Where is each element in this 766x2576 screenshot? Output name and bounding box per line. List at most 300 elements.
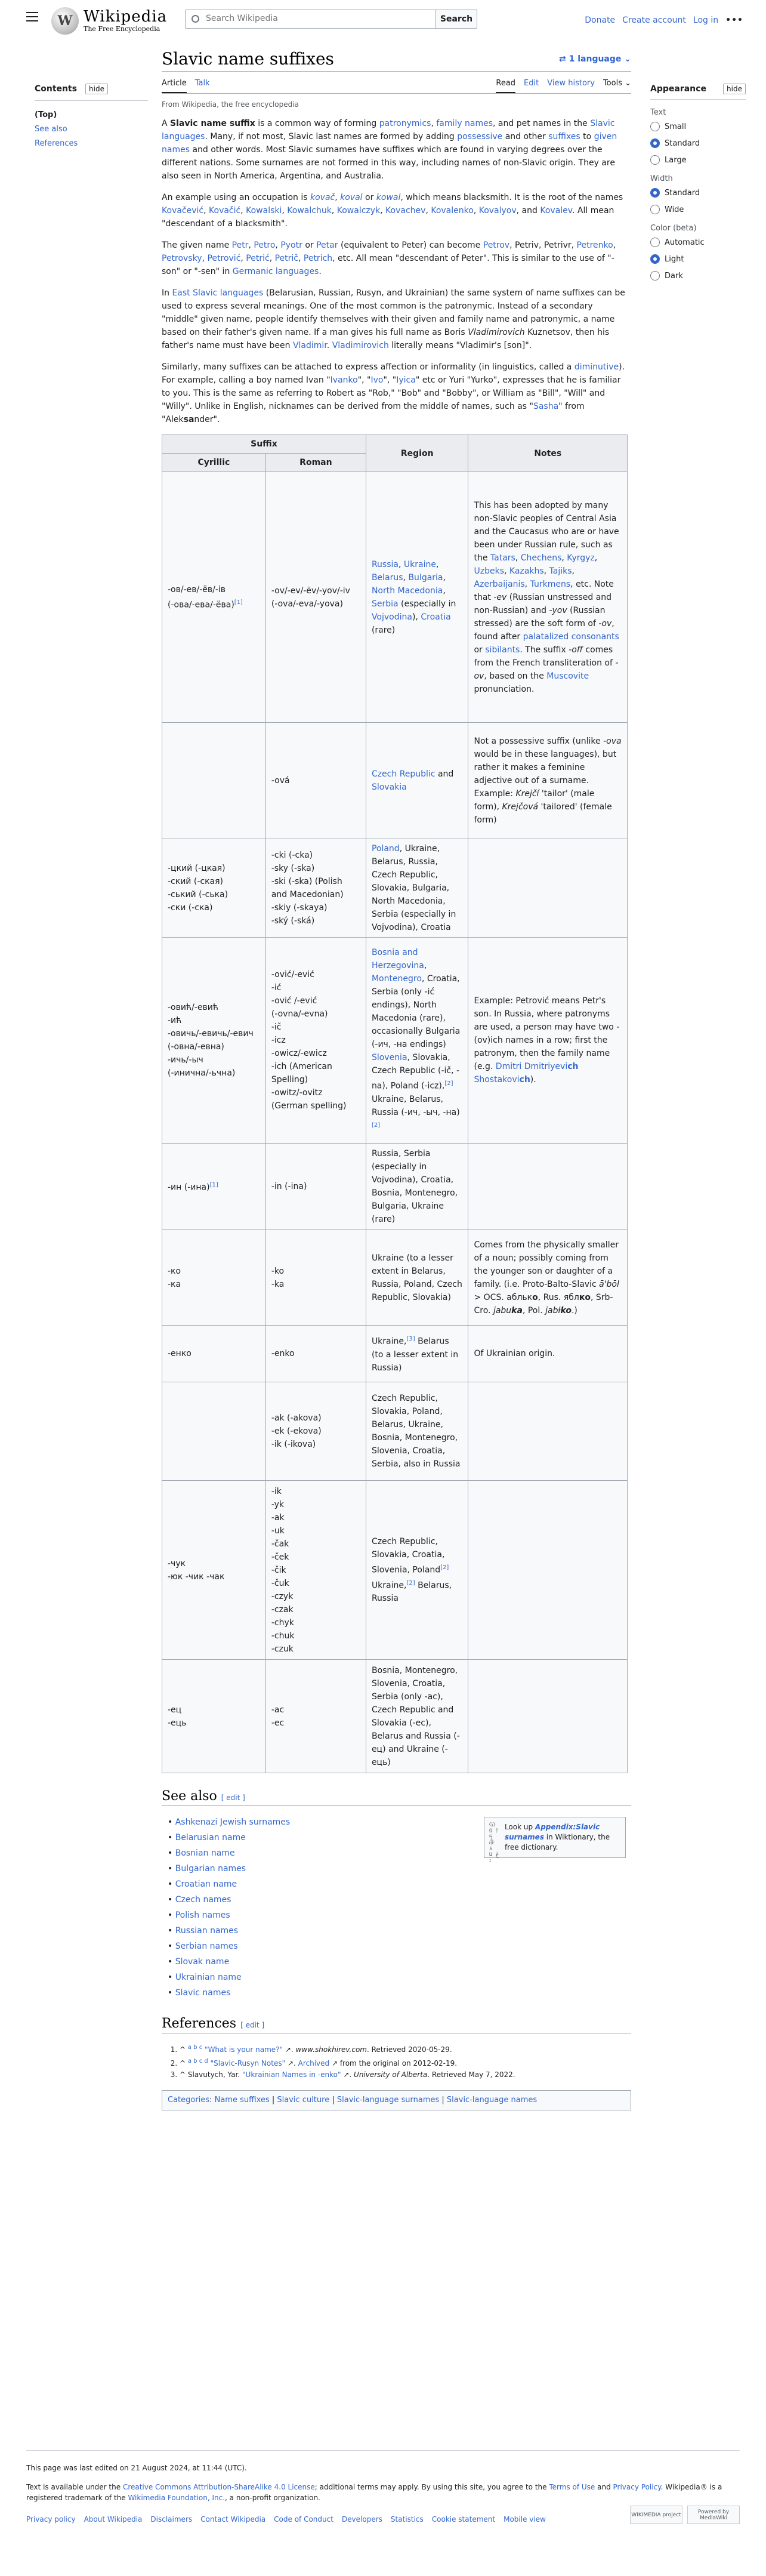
text-run: sa <box>183 415 194 424</box>
table-row <box>162 472 628 723</box>
footer-link[interactable]: Mobile view <box>504 2515 546 2523</box>
category-link[interactable]: Slavic-language surnames <box>336 2096 440 2104</box>
radio-button-icon[interactable] <box>650 205 660 214</box>
text-run: , Slovakia, Czech Republic (-ič, -na), Poland (-icz), <box>371 1053 460 1091</box>
table-of-contents <box>35 84 148 153</box>
text-run: , <box>269 254 275 263</box>
search-box[interactable] <box>185 10 450 29</box>
inline-link[interactable]: Tatars <box>490 553 515 563</box>
text-run: Of Ukrainian origin. <box>474 1349 555 1358</box>
table-row <box>162 1481 628 1660</box>
text-run: , etc. All mean "descendant of Peter". This is similar to the use of "-son" or "-sen" in <box>162 254 614 276</box>
inline-link[interactable]: ch <box>519 1075 530 1084</box>
text-run: , <box>331 206 337 215</box>
wikipedia-logo-icon[interactable]: W <box>51 7 79 35</box>
inline-link[interactable]: Slavic languages <box>162 119 615 141</box>
inline-link[interactable]: Kovačević <box>162 206 204 215</box>
text-run: " etc or Yuri "Yurko", expresses that he is familiar to you. This is the same as referring to Robert as "Rob," "Bob" and "Bobby", or William as "Bill", "Will" and "Willy". Unlike in English, nicknames can be derived from the middle of names, such as " <box>162 375 621 411</box>
radio-option[interactable] <box>650 155 746 165</box>
inline-link[interactable]: Terms of Use <box>549 2483 595 2491</box>
text-run: > OCS. <box>474 1292 507 1302</box>
inline-link[interactable]: Petrenko <box>576 241 613 250</box>
reference-item <box>180 2042 631 2056</box>
text-run: Vladimirovich <box>468 328 525 337</box>
separator: | <box>329 2096 337 2104</box>
inline-link[interactable]: Pyotr <box>280 241 302 250</box>
more-options-icon[interactable]: ••• <box>725 16 743 25</box>
see-also-link[interactable]: Russian names <box>175 1926 239 1936</box>
text-run: University of Alberta <box>354 2070 428 2079</box>
mediawiki-badge[interactable]: Powered by MediaWiki <box>687 2506 740 2524</box>
text-run: 'tailored' (female form) <box>474 802 612 825</box>
inline-link[interactable]: Chechens <box>520 553 562 563</box>
inline-link[interactable]: a b c <box>187 2044 203 2051</box>
category-link[interactable]: Name suffixes <box>214 2096 270 2104</box>
text-run: or <box>474 645 486 655</box>
license-text <box>26 2482 740 2503</box>
see-also-item[interactable] <box>168 1861 631 1876</box>
radio-button-icon[interactable] <box>650 138 660 148</box>
wiktionary-link[interactable]: Appendix:Slavic surnames <box>504 1823 600 1841</box>
language-count: 1 language <box>569 54 622 64</box>
suffix-table <box>162 435 628 1773</box>
see-also-link[interactable]: Ukrainian name <box>175 1973 242 1982</box>
text-run: , <box>403 572 409 583</box>
cyrillic-cell <box>162 938 266 1144</box>
inline-link[interactable]: Poland <box>371 844 400 853</box>
text-run: , a non-profit organization. <box>225 2494 320 2502</box>
text-run: , <box>613 241 616 250</box>
inline-link[interactable]: Vojvodina <box>371 612 412 622</box>
text-run: Belarus (to a lesser extent in Russia) <box>371 1336 459 1373</box>
text-run: ). <box>530 1075 536 1084</box>
cyrillic-cell <box>162 1660 266 1773</box>
text-run: -ov <box>474 658 619 681</box>
inline-link[interactable]: Croatia <box>421 612 451 622</box>
text-run: . <box>319 267 322 276</box>
login-link[interactable]: Log in <box>693 16 719 25</box>
text-run: , <box>380 206 386 215</box>
inline-link[interactable]: sibilants <box>485 645 520 655</box>
text-run: , Rus. <box>538 1292 564 1302</box>
inline-link[interactable]: Germanic languages <box>232 267 319 276</box>
cyrillic-cell <box>162 839 266 938</box>
inline-link[interactable]: Sasha <box>533 402 559 411</box>
text-run: , <box>504 566 509 576</box>
inline-link[interactable]: Iyica <box>396 375 416 385</box>
radio-label: Standard <box>665 138 700 148</box>
toc-hide-button[interactable]: hide <box>85 84 108 94</box>
footer-link[interactable]: Contact Wikipedia <box>200 2515 266 2523</box>
inline-link[interactable]: "Ukrainian Names in -enko" <box>242 2070 341 2079</box>
see-also-item[interactable] <box>168 1985 631 2001</box>
inline-link[interactable]: Petrov <box>483 241 510 250</box>
text-run: ka <box>511 1305 523 1315</box>
inline-link[interactable]: Serbia <box>371 599 399 609</box>
appearance-title: Appearance <box>650 84 706 94</box>
main-menu-icon[interactable] <box>26 12 38 21</box>
footer-link[interactable]: Disclaimers <box>150 2515 193 2523</box>
search-button[interactable]: Search <box>435 10 477 29</box>
separator: | <box>269 2096 277 2104</box>
text-run: ā'bōl <box>599 1279 619 1289</box>
given-name-paragraph <box>162 239 631 278</box>
inline-link[interactable]: Kovachev <box>385 206 426 215</box>
text-run: ↗. <box>283 2045 296 2054</box>
text-run: ; additional terms may apply. By using this site, you agree to the <box>314 2483 549 2491</box>
inline-link[interactable]: Kowalczyk <box>336 206 381 215</box>
text-run: -ко -ка <box>168 1266 181 1289</box>
inline-link[interactable]: Slovakia <box>371 782 407 792</box>
inline-link[interactable]: Czech Republic <box>371 769 435 779</box>
text-run: or <box>302 241 317 250</box>
see-also-heading <box>162 1789 631 1806</box>
text-run: -ko -ka <box>271 1266 285 1289</box>
user-links <box>585 16 743 25</box>
text-run: Slavic name suffix <box>170 119 255 128</box>
region-header: Region <box>366 435 468 472</box>
wordmark[interactable] <box>84 8 167 33</box>
roman-cell <box>265 1230 366 1326</box>
see-also-link[interactable]: Bosnian name <box>175 1848 235 1858</box>
text-run: Comes from the physically smaller of a noun; possibly coming from the younger son or daughter of a family. (i.e. Proto-Balto-Slavic <box>474 1240 619 1289</box>
cyrillic-cell <box>162 472 266 723</box>
text-run: and other words. Most Slavic surnames have suffixes which are found in varying degrees over the different nations. Some surnames are not formed in this way, including names of non-Slavic origin. They are also seen in North America, Argentina, and Australia. <box>162 145 615 181</box>
radio-button-icon[interactable] <box>650 122 660 131</box>
see-also-link[interactable]: Serbian names <box>175 1942 238 1951</box>
see-also-item[interactable] <box>168 1970 631 1985</box>
inline-link[interactable]: "What is your name?" <box>205 2045 283 2054</box>
inline-link[interactable]: Russia <box>371 559 399 569</box>
notes-cell <box>468 1481 628 1660</box>
inline-link[interactable]: Slovenia <box>371 1053 407 1063</box>
language-button[interactable]: ⇄ 1 language ⌄ <box>559 54 631 64</box>
inline-link[interactable]: koval <box>340 193 363 202</box>
inline-link[interactable]: Shostakovi <box>474 1075 520 1084</box>
text-run: jabł <box>545 1305 561 1315</box>
inline-link[interactable]: Ivo <box>370 375 384 385</box>
wiktionary-text: Look up <box>504 1823 535 1831</box>
radio-button-icon[interactable] <box>650 238 660 247</box>
inline-link[interactable]: family names <box>436 119 493 128</box>
inline-link[interactable]: diminutive <box>574 362 619 372</box>
citation-marker: [1] <box>234 599 243 606</box>
inline-link[interactable]: Tajiks <box>549 566 572 576</box>
roman-cell <box>265 1326 366 1382</box>
radio-option[interactable] <box>650 122 746 131</box>
roman-cell <box>265 1144 366 1230</box>
text-run: , Petriv, Petrivr, <box>509 241 577 250</box>
inline-link[interactable]: Kovalenko <box>431 206 474 215</box>
inline-link[interactable]: a b c d <box>187 2058 208 2065</box>
search-input[interactable] <box>206 14 409 23</box>
inline-link[interactable]: Bulgaria <box>408 572 443 583</box>
text-run: -ova <box>603 737 622 746</box>
inline-link[interactable]: Kovačić <box>209 206 241 215</box>
inline-link[interactable]: Wikimedia Foundation, Inc. <box>128 2494 226 2502</box>
text-run: , and pet names in the <box>493 119 591 128</box>
see-also-item[interactable] <box>168 1954 631 1970</box>
see-also-link[interactable]: Polish names <box>175 1911 230 1920</box>
see-also-edit-link[interactable]: [ edit ] <box>221 1794 245 1802</box>
inline-link[interactable]: palatalized consonants <box>523 631 619 642</box>
text-run: Ukraine, Belarus, Russia (-ич, -ыч, -на) <box>371 1095 460 1117</box>
roman-cell <box>265 472 366 723</box>
radio-label: Dark <box>665 271 683 281</box>
radio-option[interactable] <box>650 271 746 281</box>
see-also-title: See also <box>162 1789 217 1804</box>
inline-link[interactable]: ch <box>567 1062 579 1071</box>
appearance-panel <box>650 84 746 290</box>
inline-link[interactable]: Bosnia and Herzegovina <box>371 948 424 971</box>
text-run: -енко <box>168 1349 192 1358</box>
inline-link[interactable]: Kovalyov <box>478 206 517 215</box>
footer-link[interactable]: About Wikipedia <box>84 2515 143 2523</box>
inline-link[interactable]: Kowalchuk <box>287 206 332 215</box>
roman-cell <box>265 938 366 1144</box>
inline-link[interactable]: Ukraine <box>403 559 436 569</box>
categories-label[interactable]: Categories <box>168 2096 210 2104</box>
see-also-link[interactable]: Croatian name <box>175 1879 237 1889</box>
radio-option[interactable] <box>650 254 746 264</box>
inline-link[interactable]: suffixes <box>548 132 580 141</box>
see-also-link[interactable]: Belarusian name <box>175 1833 246 1842</box>
inline-link[interactable]: Kovalev <box>540 206 572 215</box>
text-size-options <box>650 122 746 165</box>
text-run: , <box>435 559 439 569</box>
inline-link[interactable]: Montenegro <box>371 974 422 984</box>
text-run: -овић/-евић -ић -овичь/-евичь/-евич (-овна/-евна) -ичь/-ыч (-инична/-ьчна) <box>168 1003 254 1078</box>
inline-link[interactable]: Vladimir <box>292 341 327 350</box>
inline-link[interactable]: possessive <box>457 132 503 141</box>
footer-link[interactable]: Privacy policy <box>26 2515 76 2523</box>
inline-link[interactable]: patronymics <box>379 119 431 128</box>
inline-link[interactable]: Petr <box>231 241 249 250</box>
inline-link[interactable]: Dmitri Dmitriyevi <box>495 1062 568 1071</box>
notes-cell <box>468 472 628 723</box>
notes-cell <box>468 1230 628 1326</box>
see-also-link[interactable]: Slovak name <box>175 1957 230 1967</box>
text-run: The given name <box>162 241 232 250</box>
text-run: nder". <box>194 415 220 424</box>
text-run: to <box>580 132 594 141</box>
radio-label: Light <box>665 254 684 264</box>
wikimedia-badge[interactable]: WIKIMEDIA project <box>630 2506 682 2524</box>
notes-cell <box>468 839 628 938</box>
wiktionary-logo-icon: Ѡ Ω ᚹ ཧ ⳧ ⅄ Ա ڠ ג <box>489 1822 499 1864</box>
text-run: , <box>335 193 341 202</box>
inline-link[interactable]: Muscovite <box>546 671 589 681</box>
text-run: , etc. Note that <box>474 579 614 602</box>
citation-marker: [2] <box>371 1122 381 1129</box>
tab-edit[interactable]: Edit <box>524 79 539 88</box>
donate-link[interactable]: Donate <box>585 16 616 25</box>
toc-item-top[interactable]: (Top) <box>35 110 57 119</box>
see-also-link[interactable]: Bulgarian names <box>175 1864 246 1874</box>
roman-cell <box>265 839 366 938</box>
inline-link[interactable]: Creative Commons Attribution-ShareAlike 4.0 License <box>122 2483 315 2491</box>
last-edited: This page was last edited on 21 August 2024, at 11:44 (UTC). <box>26 2464 247 2472</box>
region-cell <box>366 1382 468 1481</box>
see-also-item[interactable] <box>168 1939 631 1954</box>
text-run: " from "Alek <box>162 402 585 424</box>
category-link[interactable]: Slavic-language names <box>446 2096 538 2104</box>
inline-link[interactable]: Petrič <box>274 254 298 263</box>
text-run: and other <box>502 132 549 141</box>
references-title: References <box>162 2016 237 2031</box>
cyrillic-cell <box>162 1230 266 1326</box>
toc-item-see-also[interactable]: See also <box>35 125 67 134</box>
text-run: . Retrieved May 7, 2022. <box>427 2070 515 2079</box>
inline-link[interactable]: East Slavic languages <box>172 288 264 298</box>
text-run: Text is available under the <box>26 2483 123 2491</box>
text-run: -cki (-cka) -sky (-ska) -ski (-ska) (Polish and Macedonian) -skiy (-skaya) -ský (-ská) <box>271 851 344 926</box>
inline-link[interactable]: kovač <box>310 193 335 202</box>
footer-link[interactable]: Developers <box>341 2515 382 2523</box>
inline-link[interactable]: "Slavic-Rusyn Notes" <box>210 2059 286 2067</box>
appearance-hide-button[interactable]: hide <box>723 84 746 94</box>
inline-link[interactable]: Kowalski <box>246 206 282 215</box>
suffix-header: Suffix <box>162 435 366 454</box>
text-run: www.shokhirev.com <box>295 2045 367 2054</box>
category-link[interactable]: Slavic culture <box>277 2096 330 2104</box>
notes-cell <box>468 1382 628 1481</box>
radio-label: Standard <box>665 188 700 198</box>
region-cell <box>366 1481 468 1660</box>
inline-link[interactable]: Vladimirovich <box>332 341 389 350</box>
inline-link[interactable]: Petrović <box>207 254 241 263</box>
tab-talk[interactable]: Talk <box>194 79 210 88</box>
inline-link[interactable]: Ivanko <box>330 375 358 385</box>
text-run: 'tailor' (male form), <box>474 789 595 812</box>
color-label: Color (beta) <box>650 224 697 233</box>
tab-article[interactable]: Article <box>162 79 187 93</box>
text-run: -ović/-ević -ić -ović /-ević (-ovna/-evna) -ič -icz -owicz/-ewicz -ich (American Spelling) -owitz/-ovitz (German spelling) <box>271 970 347 1111</box>
see-also-item[interactable] <box>168 1908 631 1923</box>
inline-link[interactable]: Privacy Policy <box>613 2483 661 2491</box>
inline-link[interactable]: Petrovsky <box>162 254 202 263</box>
text-run: . All mean "descendant of a blacksmith". <box>162 206 614 229</box>
inline-link[interactable]: Uzbeks <box>474 566 504 576</box>
text-run: , Ukraine, Belarus, Russia, Czech Republic, Slovakia, Bulgaria, North Macedonia, Serbia (especially in Vojvodina), Croatia <box>371 844 456 932</box>
notes-cell <box>468 1660 628 1773</box>
see-also-link[interactable]: Slavic names <box>175 1988 231 1998</box>
region-cell <box>366 938 468 1144</box>
roman-cell <box>265 1481 366 1660</box>
site-subtitle: From Wikipedia, the free encyclopedia <box>162 100 299 109</box>
see-also-item[interactable] <box>168 1892 631 1908</box>
text-run: . <box>326 341 332 350</box>
inline-link[interactable]: Petro <box>254 241 276 250</box>
radio-option[interactable] <box>650 138 746 148</box>
inline-link[interactable]: North Macedonia <box>371 586 443 596</box>
text-run: ↗. <box>285 2059 298 2067</box>
text-run: -ová <box>271 776 290 785</box>
text-run: (Belarusian, Russian, Rusyn, and Ukrainian) the same system of name suffixes can be used to express several meanings. One of the most common is the patronymic. Instead of a secondary "middle" given name, people identify themselves with their given and family name and patronymic, a name based on their father's given name. If a man gives his full name as Boris <box>162 288 625 337</box>
toc-title: Contents <box>35 84 78 94</box>
search-icon <box>192 15 199 23</box>
tab-read[interactable]: Read <box>496 79 515 93</box>
inline-link[interactable]: Belarus <box>371 572 403 583</box>
radio-button-icon[interactable] <box>650 155 660 165</box>
text-run: , <box>473 206 479 215</box>
see-also-link[interactable]: Czech names <box>175 1895 231 1905</box>
inline-link[interactable]: Kazakhs <box>509 566 544 576</box>
table-row <box>162 1660 628 1773</box>
region-cell <box>366 1660 468 1773</box>
text-run: -in (-ina) <box>271 1182 307 1191</box>
cyrillic-cell <box>162 723 266 839</box>
text-run: or <box>362 193 376 202</box>
text-run: -ин (-ина) <box>168 1182 210 1193</box>
radio-button-icon[interactable] <box>650 254 660 264</box>
footer-link[interactable]: Code of Conduct <box>274 2515 333 2523</box>
text-run: , <box>298 254 304 263</box>
radio-label: Wide <box>665 205 684 214</box>
reference-item <box>180 2069 631 2081</box>
text-run: -ец -ець <box>168 1705 187 1728</box>
categories-list <box>215 2096 538 2104</box>
create-account-link[interactable]: Create account <box>622 16 686 25</box>
see-also-link[interactable]: Ashkenazi Jewish surnames <box>175 1817 291 1827</box>
page-tabs <box>162 79 631 94</box>
text-run: ", " <box>383 375 397 385</box>
radio-button-icon[interactable] <box>650 188 660 198</box>
table-row <box>162 1144 628 1230</box>
inline-link[interactable]: given names <box>162 132 617 155</box>
text-run: Krejčová <box>502 802 539 812</box>
radio-option[interactable] <box>650 238 746 247</box>
radio-button-icon[interactable] <box>650 271 660 281</box>
inline-link[interactable]: Petrić <box>246 254 270 263</box>
table-row <box>162 723 628 839</box>
text-run: Bosnia, Montenegro, Slovenia, Croatia, Serbia (only -ac), Czech Republic and Slovakia (-ec), Belarus and Russia (-ец) and Ukraine (-ець) <box>371 1665 460 1767</box>
inline-link[interactable]: kowal <box>376 193 401 202</box>
citation-marker: [3] <box>406 1336 415 1343</box>
intro-paragraph <box>162 117 631 183</box>
inline-link[interactable]: Azerbaijanis <box>474 579 525 589</box>
footer-link[interactable]: Cookie statement <box>431 2515 496 2523</box>
separator: | <box>439 2096 447 2104</box>
wordmark-tagline: The Free Encyclopedia <box>84 25 160 33</box>
radio-option[interactable] <box>650 188 746 198</box>
footer-link[interactable]: Statistics <box>390 2515 424 2523</box>
inline-link[interactable]: Archived <box>298 2059 330 2067</box>
text-run: Krejčí <box>515 789 539 799</box>
notes-cell <box>468 723 628 839</box>
inline-link[interactable]: Turkmens <box>530 579 571 589</box>
inline-link[interactable]: Petrich <box>303 254 333 263</box>
text-run: Russia, Serbia (especially in Vojvodina), Croatia, Bosnia, Montenegro, Bulgaria, Ukraine (rare) <box>371 1149 458 1224</box>
tab-tools[interactable]: Tools ⌄ <box>603 79 631 93</box>
region-cell <box>366 1326 468 1382</box>
text-run: would be in these languages), but rather it makes a feminine adjective out of a surname. Example: <box>474 750 617 799</box>
width-options <box>650 188 746 214</box>
see-also-item[interactable] <box>168 1923 631 1939</box>
references-edit-link[interactable]: [ edit ] <box>240 2021 265 2029</box>
toc-item-references[interactable]: References <box>35 139 78 148</box>
radio-label: Automatic <box>665 238 705 247</box>
text-run: , which means blacksmith. It is the root of the names <box>400 193 623 202</box>
tab-view-history[interactable]: View history <box>547 79 595 88</box>
occupation-paragraph <box>162 191 631 230</box>
inline-link[interactable]: Petar <box>316 241 338 250</box>
radio-option[interactable] <box>650 205 746 214</box>
see-also-item[interactable] <box>168 1876 631 1892</box>
inline-link[interactable]: Kyrgyz <box>567 553 595 563</box>
text-run: , <box>240 254 246 263</box>
text-run: , <box>282 206 288 215</box>
